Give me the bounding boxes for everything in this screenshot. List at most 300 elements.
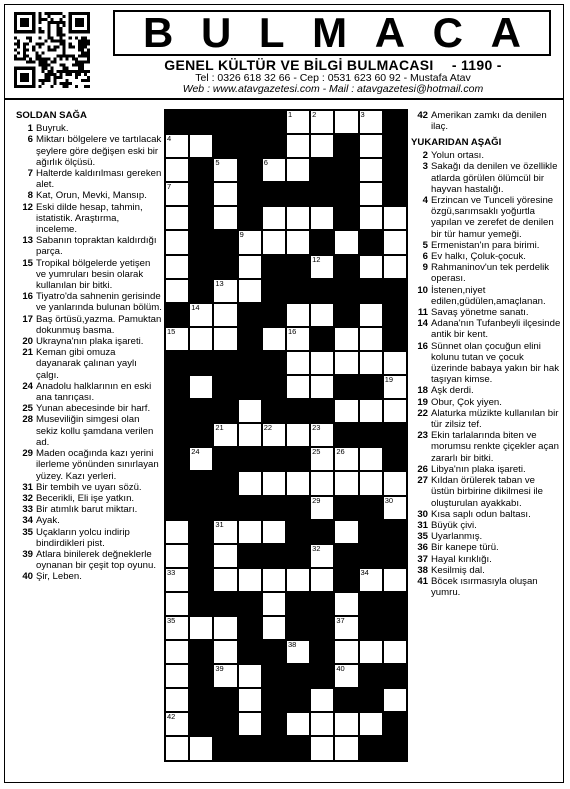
grid-cell-black [334, 688, 358, 712]
grid-cell-black [383, 279, 407, 303]
clue-item [16, 347, 162, 381]
grid-cell-black [383, 616, 407, 640]
grid-cell[interactable] [286, 327, 310, 351]
grid-cell[interactable] [310, 544, 334, 568]
grid-cell-black [359, 664, 383, 688]
clue-text: Anadolu halklarının en eski ana tanrıçası. [36, 380, 152, 404]
grid-cell[interactable] [262, 616, 286, 640]
grid-cell[interactable] [383, 688, 407, 712]
grid-cell[interactable] [359, 110, 383, 134]
grid-cell-black [238, 327, 262, 351]
clue-text: Büyük çivi. [431, 519, 477, 531]
clue-text: Museviliğin simgesi olan sekiz kollu şamdana verilen ad. [36, 414, 154, 448]
cell-number: 18 [215, 375, 224, 385]
grid-cell[interactable] [165, 640, 189, 664]
grid-cell[interactable] [286, 471, 310, 495]
grid-cell-black [213, 712, 237, 736]
grid-cell-black [189, 471, 213, 495]
grid-cell[interactable] [334, 471, 358, 495]
clue-item [16, 515, 162, 526]
grid-cell[interactable] [310, 255, 334, 279]
title-letter: A [490, 9, 521, 56]
grid-cell[interactable] [262, 327, 286, 351]
clue-number: 35 [417, 531, 428, 543]
clue-item [16, 190, 162, 201]
grid-cell-black [383, 303, 407, 327]
clue-number: 1 [27, 123, 33, 135]
grid-cell-black [383, 134, 407, 158]
grid-cell[interactable] [238, 688, 262, 712]
clue-number: 17 [22, 313, 33, 325]
grid-cell[interactable] [262, 520, 286, 544]
clue-item [411, 531, 561, 542]
across-heading: SOLDAN SAĞA [16, 110, 87, 121]
grid-cell-black [359, 616, 383, 640]
clue-text: Libya'nın plaka işareti. [431, 463, 526, 475]
clue-number: 27 [417, 475, 428, 487]
grid-cell[interactable] [359, 568, 383, 592]
grid-cell[interactable] [238, 399, 262, 423]
grid-cell[interactable] [165, 568, 189, 592]
grid-cell[interactable] [334, 520, 358, 544]
grid-cell-black [213, 230, 237, 254]
cell-number: 2 [312, 110, 317, 119]
clue-text: Amerikan zamkı da denilen ilaç. [431, 110, 547, 133]
clue-item [411, 110, 561, 132]
qr-code-icon [14, 12, 90, 88]
grid-cell[interactable] [310, 471, 334, 495]
clue-text: Buyruk. [36, 123, 69, 135]
grid-cell[interactable] [359, 182, 383, 206]
grid-cell-black [213, 471, 237, 495]
grid-cell[interactable] [359, 640, 383, 664]
grid-cell[interactable] [383, 640, 407, 664]
clue-number: 21 [22, 347, 33, 359]
grid-cell[interactable] [359, 712, 383, 736]
clue-number: 26 [417, 463, 428, 475]
grid-cell[interactable] [238, 230, 262, 254]
grid-cell[interactable] [310, 736, 334, 760]
grid-cell[interactable] [286, 375, 310, 399]
cell-number: 28 [215, 471, 224, 481]
clue-text: Tiyatro'da sahnenin gerisinde ve yanlarında bulunan bölüm. [36, 291, 162, 314]
cell-number: 39 [215, 664, 224, 674]
grid-cell[interactable] [286, 423, 310, 447]
grid-cell[interactable] [238, 471, 262, 495]
grid-cell-black [262, 712, 286, 736]
grid-cell[interactable] [165, 134, 189, 158]
grid-cell-black [262, 182, 286, 206]
clue-text: Keman gibi omuza dayanarak çalınan yaylı çalgı. [36, 347, 137, 381]
cell-number: 9 [239, 230, 244, 240]
grid-cell-black [383, 182, 407, 206]
grid-cell-black [286, 688, 310, 712]
grid-cell-black [383, 158, 407, 182]
cell-number: 6 [263, 158, 268, 168]
clue-number: 29 [22, 448, 33, 460]
grid-cell[interactable] [238, 568, 262, 592]
grid-cell[interactable] [359, 447, 383, 471]
grid-cell[interactable] [238, 279, 262, 303]
clue-number: 4 [422, 195, 428, 207]
grid-cell-black [334, 496, 358, 520]
grid-cell-black [262, 544, 286, 568]
grid-cell[interactable] [334, 664, 358, 688]
grid-cell[interactable] [286, 568, 310, 592]
grid-cell[interactable] [310, 423, 334, 447]
grid-cell[interactable] [359, 158, 383, 182]
clue-number: 11 [417, 307, 428, 319]
title-letter: L [258, 9, 285, 56]
grid-cell[interactable] [165, 182, 189, 206]
clue-item [16, 235, 162, 257]
grid-cell[interactable] [310, 568, 334, 592]
grid-cell[interactable] [286, 230, 310, 254]
grid-cell-black [286, 279, 310, 303]
grid-cell[interactable] [334, 592, 358, 616]
grid-cell-black [189, 640, 213, 664]
grid-cell[interactable] [238, 664, 262, 688]
grid-cell-black [310, 520, 334, 544]
clue-text: Aşk derdi. [431, 385, 474, 397]
grid-cell[interactable] [165, 616, 189, 640]
clue-text: Obur, Çok yiyen. [431, 396, 502, 408]
grid-cell[interactable] [383, 496, 407, 520]
grid-cell-black [189, 688, 213, 712]
grid-cell-black [238, 351, 262, 375]
clue-text: Savaş yönetme sanatı. [431, 307, 529, 319]
grid-cell[interactable] [189, 327, 213, 351]
grid-cell[interactable] [262, 592, 286, 616]
grid-cell-black [262, 736, 286, 760]
grid-cell-black [189, 399, 213, 423]
grid-cell[interactable] [165, 158, 189, 182]
grid-cell-black [262, 688, 286, 712]
grid-cell-black [334, 255, 358, 279]
grid-cell-black [165, 110, 189, 134]
clue-number: 31 [22, 481, 33, 493]
grid-cell[interactable] [165, 688, 189, 712]
grid-cell[interactable] [334, 351, 358, 375]
grid-cell-black [189, 664, 213, 688]
grid-cell-black [359, 279, 383, 303]
clue-text: Ukrayna'nın plaka işareti. [36, 336, 144, 348]
grid-cell[interactable] [310, 375, 334, 399]
grid-cell[interactable] [334, 327, 358, 351]
grid-cell[interactable] [262, 206, 286, 230]
clue-item [411, 240, 561, 251]
clue-number: 10 [417, 284, 428, 296]
grid-cell[interactable] [359, 134, 383, 158]
grid-cell[interactable] [383, 399, 407, 423]
grid-cell[interactable] [165, 664, 189, 688]
grid-cell[interactable] [310, 134, 334, 158]
grid-cell[interactable] [262, 158, 286, 182]
clue-number: 40 [22, 571, 33, 583]
grid-cell[interactable] [213, 568, 237, 592]
grid-cell[interactable] [165, 230, 189, 254]
grid-cell[interactable] [189, 616, 213, 640]
grid-cell-black [334, 423, 358, 447]
grid-cell[interactable] [310, 206, 334, 230]
clue-item [411, 554, 561, 565]
grid-cell[interactable] [213, 206, 237, 230]
grid-cell-black [189, 279, 213, 303]
cell-number: 29 [312, 495, 321, 505]
header-divider [4, 98, 564, 100]
grid-cell[interactable] [262, 568, 286, 592]
grid-cell-black [189, 423, 213, 447]
grid-cell-black [383, 736, 407, 760]
clue-item [411, 195, 561, 240]
grid-cell[interactable] [165, 544, 189, 568]
grid-cell[interactable] [310, 712, 334, 736]
grid-cell[interactable] [213, 616, 237, 640]
grid-cell-black [383, 423, 407, 447]
crossword-subtitle [113, 57, 553, 73]
cell-number: 27 [167, 471, 176, 481]
grid-cell[interactable] [286, 712, 310, 736]
grid-cell[interactable] [165, 327, 189, 351]
grid-cell-black [189, 255, 213, 279]
grid-cell-black [213, 375, 237, 399]
cell-number: 41 [384, 664, 394, 674]
grid-cell-black [334, 206, 358, 230]
grid-cell-black [286, 664, 310, 688]
grid-cell[interactable] [213, 640, 237, 664]
grid-cell-black [262, 640, 286, 664]
clue-text: Tropikal bölgelerde yetişen ve yumruları besin olarak kullanılan bir bitki. [36, 257, 151, 292]
grid-cell[interactable] [286, 134, 310, 158]
grid-cell[interactable] [213, 664, 237, 688]
grid-cell[interactable] [213, 544, 237, 568]
grid-cell-black [262, 664, 286, 688]
grid-cell[interactable] [334, 712, 358, 736]
cell-number: 1 [287, 110, 293, 119]
grid-cell[interactable] [238, 712, 262, 736]
grid-cell[interactable] [383, 471, 407, 495]
clue-item [16, 549, 162, 571]
grid-cell[interactable] [238, 255, 262, 279]
grid-cell-black [165, 375, 189, 399]
clue-number: 12 [22, 201, 33, 213]
grid-cell[interactable] [262, 471, 286, 495]
grid-cell[interactable] [189, 736, 213, 760]
grid-cell[interactable] [238, 423, 262, 447]
grid-cell-black [262, 110, 286, 134]
grid-cell[interactable] [213, 158, 237, 182]
cell-number: 20 [191, 399, 200, 409]
clue-item [411, 520, 561, 531]
grid-cell[interactable] [359, 399, 383, 423]
grid-cell[interactable] [359, 327, 383, 351]
grid-cell[interactable] [383, 568, 407, 592]
clue-text: Hayal kırıklığı. [431, 553, 492, 565]
grid-cell[interactable] [310, 688, 334, 712]
grid-cell[interactable] [334, 110, 358, 134]
grid-cell-black [189, 712, 213, 736]
grid-cell[interactable] [383, 230, 407, 254]
clue-text: Böcek ısırmasıyla oluşan yumru. [431, 575, 538, 599]
grid-cell-black [359, 423, 383, 447]
grid-cell-black [286, 255, 310, 279]
grid-cell[interactable] [359, 303, 383, 327]
grid-cell-black [189, 110, 213, 134]
grid-cell[interactable] [165, 206, 189, 230]
grid-cell[interactable] [334, 736, 358, 760]
grid-cell[interactable] [213, 423, 237, 447]
clue-text: Bir atımlık barut miktarı. [36, 504, 138, 516]
grid-cell-black [310, 640, 334, 664]
grid-cell[interactable] [165, 520, 189, 544]
grid-cell-black [286, 520, 310, 544]
grid-cell[interactable] [286, 303, 310, 327]
grid-cell[interactable] [359, 255, 383, 279]
cell-number: 4 [167, 134, 172, 144]
grid-cell[interactable] [262, 230, 286, 254]
grid-cell-black [213, 351, 237, 375]
across-clues [16, 110, 162, 583]
grid-cell-black [262, 496, 286, 520]
grid-cell[interactable] [310, 110, 334, 134]
grid-cell[interactable] [213, 303, 237, 327]
grid-cell[interactable] [310, 496, 334, 520]
grid-cell[interactable] [189, 134, 213, 158]
grid-cell[interactable] [165, 712, 189, 736]
clue-item [411, 385, 561, 396]
grid-cell[interactable] [286, 110, 310, 134]
grid-cell[interactable] [165, 592, 189, 616]
grid-cell[interactable] [383, 255, 407, 279]
grid-cell[interactable] [165, 279, 189, 303]
grid-cell[interactable] [189, 447, 213, 471]
grid-cell-black [238, 375, 262, 399]
clue-number: 6 [27, 134, 33, 146]
clue-text: Rahmaninov'un tek perdelik operası. [431, 262, 550, 285]
cell-number: 15 [167, 326, 176, 336]
clue-text: Bir tembih ve uyarı sözü. [36, 481, 142, 493]
grid-cell[interactable] [383, 375, 407, 399]
clue-number: 14 [417, 318, 428, 330]
grid-cell-black [189, 592, 213, 616]
grid-cell[interactable] [213, 279, 237, 303]
cell-number: 13 [215, 278, 224, 288]
clue-number: 8 [27, 190, 33, 202]
clue-item [16, 414, 162, 448]
clue-item [411, 509, 561, 520]
clue-number: 5 [422, 239, 428, 251]
down-heading: YUKARIDAN AŞAĞI [411, 137, 502, 148]
grid-cell[interactable] [213, 182, 237, 206]
cell-number: 37 [336, 615, 345, 625]
grid-cell[interactable] [359, 206, 383, 230]
grid-cell[interactable] [310, 447, 334, 471]
grid-cell[interactable] [286, 158, 310, 182]
grid-cell-black [238, 592, 262, 616]
clue-item [16, 202, 162, 236]
grid-cell[interactable] [286, 206, 310, 230]
grid-cell-black [383, 544, 407, 568]
grid-cell[interactable] [213, 327, 237, 351]
grid-cell[interactable] [334, 399, 358, 423]
cell-number: 22 [263, 423, 273, 433]
clue-text: Becerikli, Eli işe yatkın. [36, 492, 135, 504]
grid-cell-black [238, 182, 262, 206]
grid-cell-black [334, 375, 358, 399]
clue-item [16, 291, 162, 313]
grid-cell-black [213, 688, 237, 712]
grid-cell[interactable] [189, 375, 213, 399]
grid-cell-black [262, 399, 286, 423]
cell-number: 42 [167, 712, 176, 722]
grid-cell-black [165, 447, 189, 471]
clue-number: 39 [22, 548, 33, 560]
clue-number: 6 [422, 251, 428, 263]
clue-item [411, 262, 561, 284]
clue-item [411, 397, 561, 408]
grid-cell-black [238, 496, 262, 520]
grid-cell[interactable] [334, 447, 358, 471]
grid-cell-black [238, 640, 262, 664]
grid-cell[interactable] [286, 640, 310, 664]
clue-item [16, 448, 162, 482]
grid-cell[interactable] [334, 230, 358, 254]
grid-cell[interactable] [310, 351, 334, 375]
grid-cell[interactable] [383, 206, 407, 230]
grid-cell[interactable] [189, 303, 213, 327]
grid-cell[interactable] [165, 255, 189, 279]
clue-item [16, 123, 162, 134]
grid-cell-black [262, 351, 286, 375]
grid-cell[interactable] [213, 520, 237, 544]
grid-cell-black [213, 255, 237, 279]
clue-text: Ermenistan'ın para birimi. [431, 239, 540, 251]
grid-cell[interactable] [165, 736, 189, 760]
grid-cell[interactable] [238, 520, 262, 544]
grid-cell[interactable] [383, 351, 407, 375]
grid-cell-black [310, 279, 334, 303]
grid-cell[interactable] [359, 351, 383, 375]
grid-cell[interactable] [334, 616, 358, 640]
grid-cell[interactable] [334, 640, 358, 664]
grid-cell-black [383, 520, 407, 544]
grid-cell-black [359, 496, 383, 520]
clue-number: 32 [22, 492, 33, 504]
grid-cell-black [383, 327, 407, 351]
clue-text: Atlara binilerek değneklerle oynanan bir çeşit top oyunu. [36, 548, 157, 572]
clue-text: Bir kanepe türü. [431, 542, 499, 554]
grid-cell-black [334, 544, 358, 568]
grid-cell[interactable] [359, 471, 383, 495]
clue-text: Yunan abecesinde bir harf. [36, 403, 151, 415]
clue-number: 16 [417, 340, 428, 352]
grid-cell[interactable] [262, 423, 286, 447]
grid-cell-black [238, 736, 262, 760]
clue-item [411, 150, 561, 161]
grid-cell-black [359, 375, 383, 399]
clue-text: Sünnet olan çocuğun elini kolunu tutan ve çocuk üzerinde babaya yakın bir hak taşıyan kimse. [431, 340, 559, 386]
cell-number: 23 [312, 423, 321, 433]
grid-cell-black [238, 206, 262, 230]
clue-number: 25 [22, 403, 33, 415]
cell-number: 21 [215, 423, 224, 433]
grid-cell-black [238, 158, 262, 182]
clue-item [411, 464, 561, 475]
grid-cell[interactable] [310, 303, 334, 327]
clue-text: Ekin tarlalarında biten ve morumsu renkte çiçekler açan zararlı bir bitki. [431, 430, 559, 464]
grid-cell[interactable] [286, 351, 310, 375]
clue-text: Uyarlanmış. [431, 531, 483, 543]
